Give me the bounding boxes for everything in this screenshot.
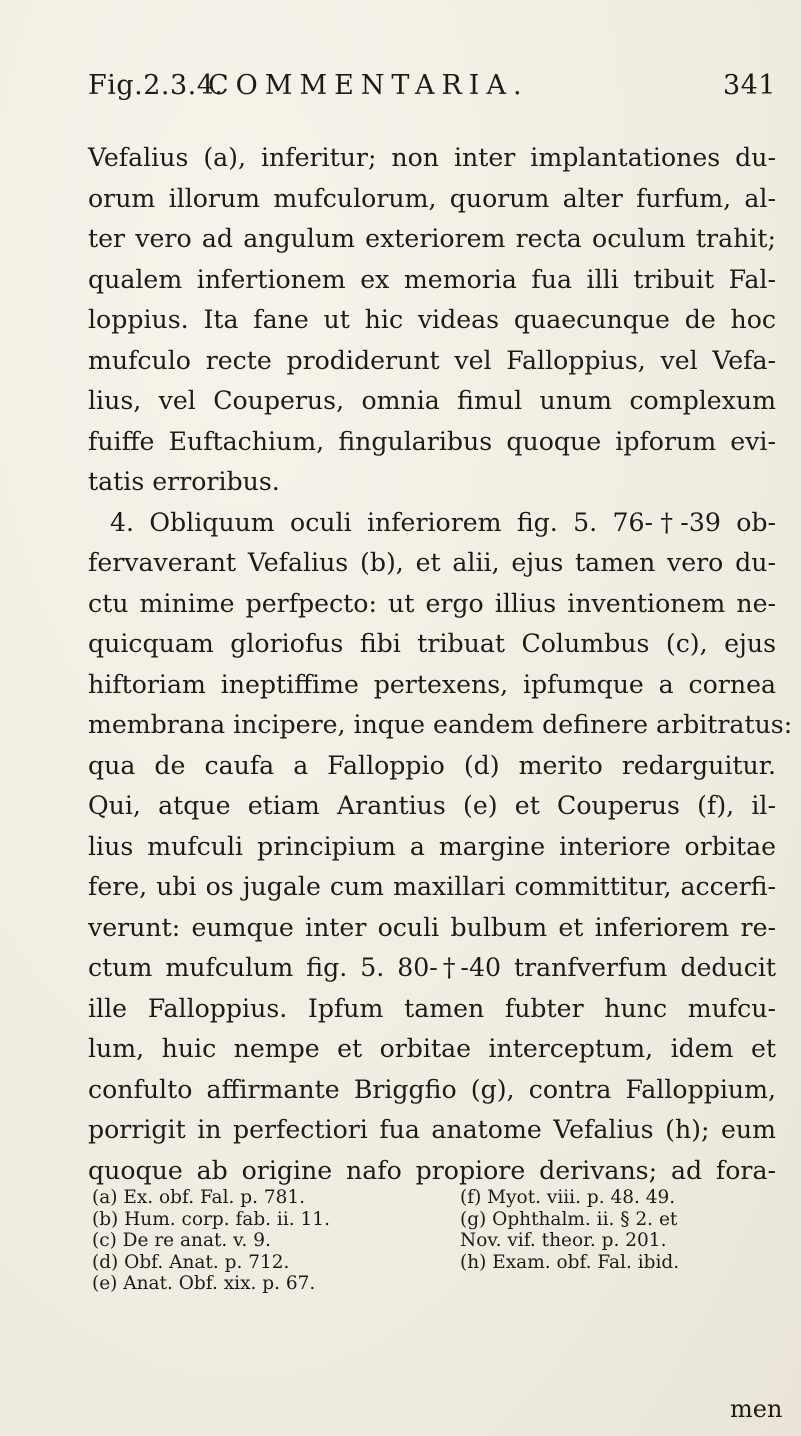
- text-line: lius mufculi principium a margine interiore orbitae: [88, 831, 776, 861]
- text-line: orum illorum mufculorum, quorum alter furfum, al-: [88, 183, 776, 213]
- text-line: 4. Obliquum oculi inferiorem fig. 5. 76-†-39 ob-: [110, 507, 776, 537]
- text-line: qua de caufa a Falloppio (d) merito redarguitur.: [88, 750, 776, 780]
- text-line: ille Falloppius. Ipfum tamen fubter hunc mufcu-: [88, 993, 776, 1023]
- text-line: fere, ubi os jugale cum maxillari committitur, accerfi-: [88, 872, 776, 901]
- footnote: (d) Obf. Anat. p. 712.: [92, 1251, 290, 1273]
- text-line: Vefalius (a), inferitur; non inter implantationes du-: [88, 143, 776, 172]
- text-line: ctu minime perfpecto: ut ergo illius inventionem ne-: [88, 588, 776, 618]
- text-line: quoque ab origine nafo propiore derivans; ad fora-: [88, 1155, 776, 1185]
- text-line: ctum mufculum fig. 5. 80-†-40 tranfverfum deducit: [88, 953, 776, 982]
- figure-reference: Fig.2.3.4.: [88, 70, 224, 101]
- text-line: fervaverant Vefalius (b), et alii, ejus tamen vero du-: [88, 548, 776, 577]
- footnote: (e) Anat. Obf. xix. p. 67.: [92, 1273, 316, 1294]
- text-line: loppius. Ita fane ut hic videas quaecunque de hoc: [88, 305, 776, 334]
- page-number: 341: [722, 70, 776, 101]
- text-line: lum, huic nempe et orbitae interceptum, idem et: [88, 1034, 776, 1063]
- text-line: mufculo recte prodiderunt vel Falloppius, vel Vefa-: [88, 345, 776, 375]
- footnote: (b) Hum. corp. fab. ii. 11.: [92, 1208, 330, 1230]
- footnote: (g) Ophthalm. ii. § 2. et: [460, 1208, 678, 1230]
- text-line: ter vero ad angulum exteriorem recta oculum trahit;: [88, 224, 776, 253]
- text-line: verunt: eumque inter oculi bulbum et inferiorem re-: [88, 912, 776, 942]
- catchword: men: [730, 1395, 783, 1423]
- text-line: porrigit in perfectiori fua anatome Vefalius (h); eum: [88, 1115, 776, 1144]
- footnote: (a) Ex. obf. Fal. p. 781.: [92, 1187, 306, 1208]
- page-title: COMMENTARIA.: [208, 70, 529, 101]
- footnotes-left-column: [92, 1187, 330, 1295]
- footnote: (c) De re anat. v. 9.: [92, 1230, 271, 1251]
- main-text: [88, 138, 793, 1191]
- text-line: tatis erroribus.: [88, 467, 280, 496]
- text-line: lius, vel Couperus, omnia fimul unum complexum: [88, 386, 776, 415]
- text-line: Qui, atque etiam Arantius (e) et Couperus (f), il-: [88, 791, 776, 820]
- footnote: (h) Exam. obf. Fal. ibid.: [460, 1251, 680, 1273]
- footnote: (f) Myot. viii. p. 48. 49.: [460, 1187, 676, 1208]
- text-line: quicquam gloriofus fibi tribuat Columbus (c), ejus: [88, 629, 776, 658]
- footnotes-right-column: [460, 1187, 679, 1273]
- text-line: membrana incipere, inque eandem definere arbitratus:: [88, 710, 793, 739]
- running-header: [88, 70, 776, 110]
- text-line: hiftoriam ineptiffime pertexens, ipfumque a cornea: [88, 669, 776, 699]
- footnote: Nov. vif. theor. p. 201.: [460, 1230, 667, 1251]
- text-line: confulto affirmante Briggfio (g), contra Falloppium,: [88, 1074, 776, 1104]
- text-line: qualem infertionem ex memoria fua illi tribuit Fal-: [88, 264, 776, 294]
- text-line: fuiffe Euftachium, fingularibus quoque ipforum evi-: [88, 426, 776, 456]
